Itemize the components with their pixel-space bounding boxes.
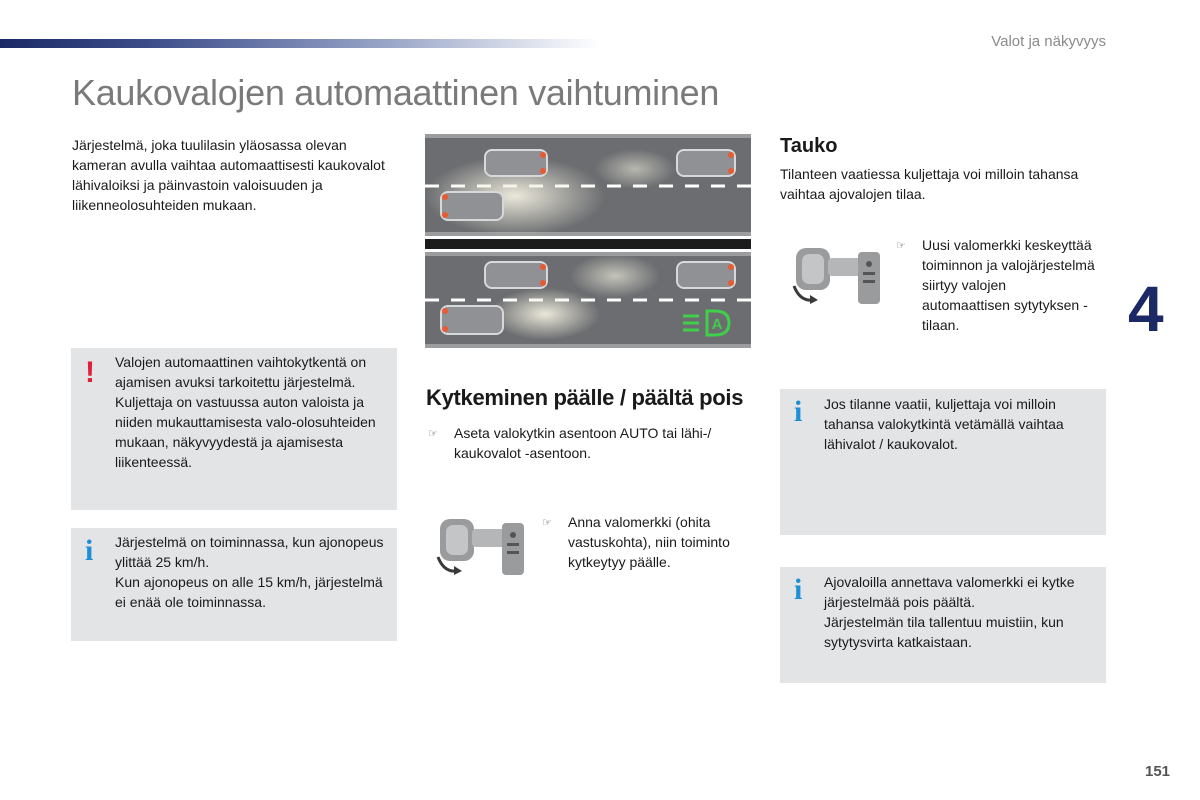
header-gradient-bar (0, 39, 600, 48)
light-stalk-icon (788, 244, 888, 308)
switching-bullet-1 (428, 423, 754, 463)
traffic-scene-svg (425, 134, 751, 352)
switching-bullet-1-text: Aseta valokytkin asentoon AUTO tai lähi-/ kaukovalot -asentoon. (454, 425, 712, 461)
page-number: 151 (1145, 763, 1171, 780)
own-car-bottom (441, 306, 503, 334)
headlight-illustration (425, 134, 751, 352)
info-box-speed (71, 528, 397, 641)
switching-bullet-2-text: Anna valomerkki (ohita vastuskohta), niin toiminto kytkeytyy päälle. (568, 514, 730, 570)
warning-box (71, 348, 397, 510)
leading-car-bottom (677, 262, 735, 288)
switching-heading: Kytkeminen päälle / päältä pois (426, 385, 744, 410)
warning-icon: ! (85, 356, 95, 389)
info-icon: i (794, 573, 803, 606)
info-icon: i (794, 395, 803, 428)
light-stalk-icon (432, 515, 532, 579)
low-beam-glow (490, 288, 600, 340)
bullet-marker-icon: ☞ (428, 428, 438, 440)
info-box-pull (780, 389, 1106, 535)
warning-text: Valojen automaattinen vaihtokytkentä on ajamisen avuksi tarkoitettu järjestelmä. Kuljettaja on vastuussa auton valoista ja niiden mukauttamisesta valo-olosuhteiden mukaan, näkyvyydestä ja ajamisesta liikenteessä. (115, 354, 376, 470)
pause-heading: Tauko (780, 135, 838, 157)
scene-divider (425, 239, 751, 249)
oncoming-car-top (485, 150, 547, 176)
pause-bullet (896, 235, 1096, 335)
pause-bullet-text: Uusi valomerkki keskeyttää toiminnon ja valojärjestelmä siirtyy valojen automaattisen sytytyksen -tilaan. (922, 237, 1095, 333)
own-car-top (441, 192, 503, 220)
info-text-pull: Jos tilanne vaatii, kuljettaja voi milloin tahansa valokytkintä vetämällä vaihtaa lähivalot / kaukovalot. (824, 396, 1064, 452)
page-title: Kaukovalojen automaattinen vaihtuminen (72, 72, 720, 113)
auto-symbol-letter: A (711, 316, 723, 333)
info-text-speed: Järjestelmä on toiminnassa, kun ajonopeus ylittää 25 km/h. Kun ajonopeus on alle 15 km/h, järjestelmä ei enää ole toiminnassa. (115, 534, 384, 610)
info-box-flash (780, 567, 1106, 683)
switching-bullet-2 (542, 512, 754, 572)
bullet-marker-icon: ☞ (896, 240, 906, 252)
info-icon: i (85, 534, 94, 567)
section-label: Valot ja näkyvyys (991, 33, 1106, 50)
bullet-marker-icon: ☞ (542, 517, 552, 529)
oncoming-car-bottom (485, 262, 547, 288)
info-text-flash: Ajovaloilla annettava valomerkki ei kytke järjestelmää pois päältä. Järjestelmän tila tallentuu muistiin, kun sytytysvirta katkaistaan. (824, 574, 1075, 650)
intro-paragraph: Järjestelmä, joka tuulilasin yläosassa olevan kameran avulla vaihtaa automaattisesti kaukovalot lähivaloiksi ja päinvastoin valoisuuden ja liikenneolosuhteiden mukaan. (72, 137, 385, 213)
light-stalk-illustration-2 (788, 244, 888, 308)
chapter-number: 4 (1128, 273, 1164, 345)
light-stalk-illustration-1 (432, 515, 532, 579)
leading-car-top (677, 150, 735, 176)
pause-paragraph: Tilanteen vaatiessa kuljettaja voi milloin tahansa vaihtaa ajovalojen tilaa. (780, 166, 1079, 202)
